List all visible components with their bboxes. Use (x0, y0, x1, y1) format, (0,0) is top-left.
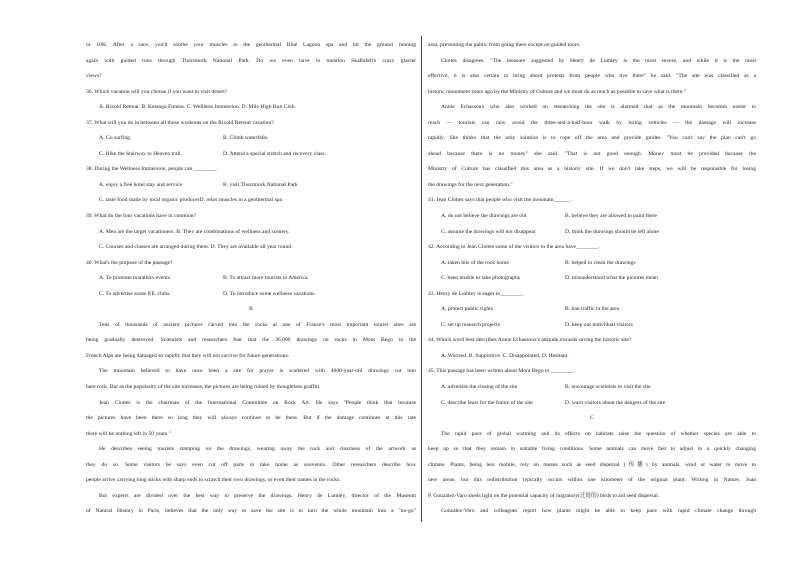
option-b: B. helped to clean the drawings (565, 259, 636, 266)
question-39-stem: 39. What do the four vacations have in common? (86, 213, 197, 220)
option-a: A. taken bits of the rock home (441, 259, 509, 266)
option-b: B. believe they are allowed to paint there (565, 213, 657, 220)
option-d: D. To introduce some wellness vacations. (223, 290, 316, 297)
passage-c-line: The rapid pace of global warming and its effects on habitats raise the question of whether species are able to (441, 430, 756, 437)
passage-b-line: the drawings for the next generation." (428, 181, 513, 188)
option-b: B. visit Thorsmork National Park (223, 181, 298, 188)
passage-b-line: of Natural History in Paris, believes that the only way to save the site is to turn the whole mountain into a "no-go" (86, 508, 416, 515)
question-45-stem: 45. This passage has been written about Mont Bego to ________. (428, 368, 575, 375)
option-d: D. think the drawings should be left alone (565, 228, 659, 235)
passage-b-line: Ministry of Culture has classified this area as a historic site. If we don't take steps, we will be responsible for losing (428, 166, 756, 173)
question-41-stem: 41. Jean Clottes says that people who visit the mountain______. (428, 197, 572, 204)
passage-b-line: they do so. Some visitors he says even cut off parts to take home as souvenirs. Other researchers describe how (86, 461, 416, 468)
passage-b-line: French Alps are being damaged so rapidly that they will not survive for future generations. (86, 352, 290, 359)
option-c: C. been unable to take photographs (441, 275, 520, 282)
option-c: C. Hike the Stairway to Heaven trail. (99, 150, 182, 157)
question-42-options-cd (428, 271, 756, 287)
question-40-options-cd (86, 287, 416, 303)
question-38-stem: 38. During the Wellness Immersion, people can ________. (86, 166, 218, 173)
option-a: A. advertise the closing of the site (441, 384, 518, 391)
passage-b-line: Clottes disagrees. "The measure suggested by Henry de Lumley is the most severe, and while it is the most (441, 57, 756, 64)
question-37-stem: 37. What will you do in between all those workouts on the Rixold Retreat vacation? (86, 119, 274, 126)
right-column (428, 38, 756, 520)
passage-b-line: Tens of thousands of ancient pictures carved into the rocks at one of France's most important tourist sites are (99, 321, 416, 328)
question-40-options-ab (86, 271, 416, 287)
option-a: A. do not believe the drawings are old (441, 213, 527, 220)
option-c: C. assume the drawings will not disappear (441, 228, 536, 235)
passage-a-line: again with guided runs through Thorsmork National Park. Do we even have to mention Skaftafell's crazy glacier (86, 57, 416, 64)
option-c: C. set up research projects (441, 321, 500, 328)
option-a: A. Go surfing. (99, 135, 132, 142)
question-45-options-cd (428, 396, 756, 412)
passage-b-line: Annie Echassoux who also worked on researching the site is alarmed that as the mountain becomes easier to (441, 104, 756, 111)
option-c: C. To advertise some P.E. clubs. (99, 290, 171, 297)
passage-b-line: effective, it is also certain to bring about protests from people who live there" he said. "The site was classified as a (428, 73, 756, 80)
option-b: B. Climb waterfalls. (223, 135, 269, 142)
passage-b-line: being gradually destroyed. Scientists and researchers fear that the 36,000 drawings on rocks in Mont Bego in the (86, 337, 416, 344)
question-42-options-ab (428, 256, 756, 272)
passage-b-line: the pictures have been there so long they will always continue to be there. But if the damage continues at this rate (86, 415, 416, 422)
passage-b-line: reach — tourists can now avoid the three-and-a-half-hour walk by hiring vehicles — the damage will increase (428, 119, 756, 126)
option-a: A. protect public rights (441, 306, 493, 313)
option-d: D. keep out individual visitors (565, 321, 633, 328)
question-43-stem: 43. Henry de Lumley is eager to________. (428, 290, 525, 297)
passage-b-line: He describes seeing tourists stamping on the drawings, wearing away the rock and clearness of the artwork as (99, 446, 416, 453)
question-44-options: A. Worried. B. Supportive. C. Disappointed. D. Hesitant. (441, 352, 569, 359)
question-39-options-ab: A. Men are the target vacationers. B. They are combinations of wellness and scenery. (99, 228, 290, 235)
passage-b-line: rapidly. She thinks that the only solution is to rope off the area and provide guides. "You can't say the plan can't go (428, 135, 756, 142)
question-40-stem: 40. What's the purpose of the passage? (86, 259, 173, 266)
question-43-options-ab (428, 302, 756, 318)
question-37-options-cd (86, 147, 416, 163)
passage-b-line: area, preventing the public from going there except on guided tours. (428, 42, 581, 48)
section-b-heading: B (249, 306, 253, 313)
passage-c-line: P. González-Varo sheds light on the potential capacity of migratory(迁徙的) birds to aid seed dispersal. (428, 492, 660, 499)
question-42-stem: 42. According to Jean Clottes some of the visitors to the area have________. (428, 244, 600, 251)
option-d: D. warn visitors about the dangers of the site (565, 399, 666, 406)
passage-c-line: new areas, but this redistribution typically occurs within one kilometer of the original plant. Writing in Nature, Juan (428, 477, 756, 484)
option-b: B. To attract more tourists to America. (223, 275, 309, 282)
passage-b-line: But experts are divided over the best way to preserve the drawings. Henry de Lumley, director of the Museum (99, 492, 416, 499)
option-c: C. describe fears for the future of the site (441, 399, 533, 406)
question-41-options-ab (428, 209, 756, 225)
passage-c-line: climate. Plants, being less mobile, rely on means such as seed dispersal (传播) by animals, wind or water to move to (428, 461, 756, 468)
option-b: B. encourage scientists to visit the site (565, 384, 651, 391)
passage-b-line: The mountain believed to have once been a site for prayer is scattered with 4000-year-old drawings cut into (99, 368, 416, 375)
passage-b-line: historic monument years ago by the Ministry of Culture and we must do as much as possible to save what is there." (428, 88, 686, 95)
passage-b-line: people arrive carrying long sticks with sharp ends to scratch their own drawings, or even their names in the rocks. (86, 477, 341, 484)
question-38-options-ab (86, 178, 416, 194)
passage-b-line: ahead because there is no money" she said. "That is not good enough. Money must be provided because the (428, 150, 756, 157)
question-39-options-cd: C. Courses and classes are arranged during them. D. They are available all year round. (99, 244, 293, 251)
question-38-options-cd: C. taste food made by local organic producerD. relax muscles in a geothermal spa (99, 197, 283, 204)
question-36-options: A. Rixold Retreat. B. Ketanga Fitness. C. Wellness Immersion. D. Mile High Run Club. (99, 104, 296, 111)
passage-c-line: keep up so that they remain in suitable living conditions. Some animals can move fast to adjust to a quickly changing (428, 446, 756, 453)
column-divider (421, 36, 422, 522)
passage-b-line: bare rock. But as the popularity of the site increases, the pictures are being ruined by thoughtless graffiti. (86, 384, 321, 391)
question-44-stem: 44. Which word best describes Annie Echassoux's attitude towards saving the historic site? (428, 337, 632, 344)
option-a: A. enjoy a free hotel stay and service (99, 181, 182, 188)
question-43-options-cd (428, 318, 756, 334)
option-d: D. misunderstood what the pictures mean (565, 275, 658, 282)
passage-a-line: or 10K. After a race, you'll soothe your muscles in the geothermal Blue Lagoon spa and hit the ground running (86, 42, 416, 48)
passage-c-line: González-Varo and colleagues report how plants might be able to keep pace with rapid climate change through (441, 508, 756, 515)
left-column (86, 38, 416, 520)
passage-a-line: views? (86, 73, 102, 80)
option-a: A. To promote marathon events. (99, 275, 172, 282)
option-b: B. ban traffic in the area (565, 306, 620, 313)
section-c-heading: C (590, 415, 594, 422)
option-d: D. Attend a special stretch and recovery class. (223, 150, 326, 157)
question-41-options-cd (428, 225, 756, 241)
question-45-options-ab (428, 380, 756, 396)
question-36-stem: 36. Which vacation will you choose if you want to visit desert? (86, 88, 228, 95)
passage-b-line: there will be nothing left in 50 years." (86, 430, 171, 437)
question-37-options-ab (86, 131, 416, 147)
passage-b-line: Jean Clottes is the chairman of the International Committee on Rock Art. He says "People think that because (99, 399, 416, 406)
